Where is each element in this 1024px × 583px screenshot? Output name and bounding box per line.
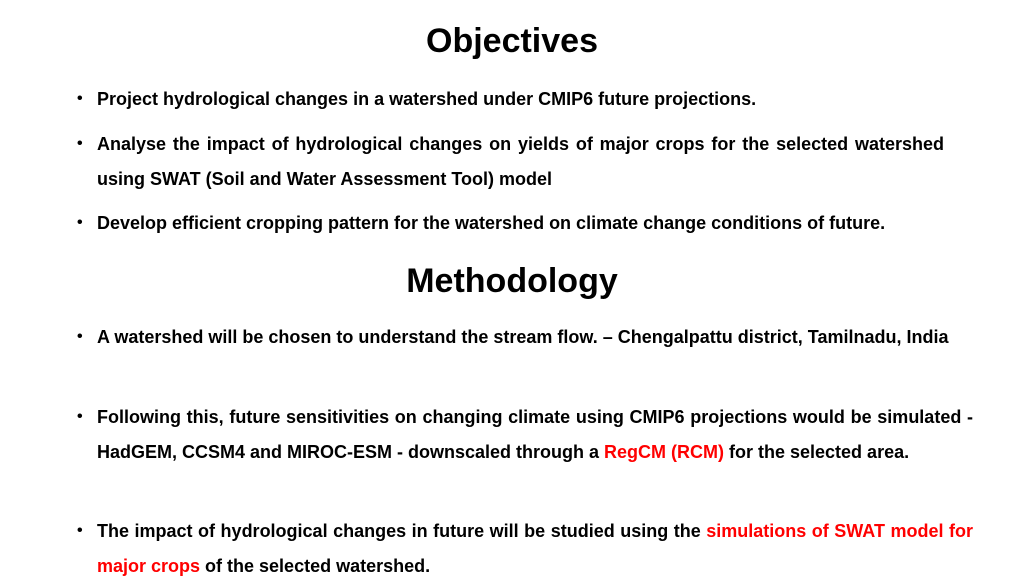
highlight-swat: simulations of SWAT model for major crops (97, 521, 973, 576)
objectives-title: Objectives (426, 22, 598, 60)
objective-item (77, 127, 944, 196)
objective-item (77, 82, 857, 117)
bullet-icon: • (77, 328, 83, 345)
methodology-text: of the selected watershed. (200, 555, 431, 576)
bullet-icon: • (77, 90, 83, 107)
bullet-icon: • (77, 135, 83, 152)
objective-text: Project hydrological changes in a watershed under CMIP6 future projections. (97, 89, 757, 109)
methodology-item (77, 320, 973, 355)
methodology-item (77, 400, 973, 469)
bullet-icon: • (77, 214, 83, 231)
methodology-item (77, 514, 973, 583)
methodology-text: for the selected area. (724, 441, 910, 462)
objective-item (77, 206, 977, 241)
objective-text: Analyse the impact of hydrological changes on yields of major crops for the selected watershed using SWAT (Soil and Water Assessment Tool) model (97, 134, 944, 189)
bullet-icon: • (77, 522, 83, 539)
methodology-text: Following this, future sensitivities on changing climate using CMIP6 projections would be simulated - HadGEM, CCSM4 and MIROC-ESM - downscaled through a (97, 407, 973, 462)
objective-text: Develop efficient cropping pattern for the watershed on climate change conditions of future. (97, 213, 886, 233)
methodology-title: Methodology (406, 262, 618, 300)
bullet-icon: • (77, 408, 83, 425)
methodology-text: The impact of hydrological changes in future will be studied using the (97, 521, 707, 541)
highlight-rcm: RegCM (RCM) (604, 441, 725, 462)
methodology-text: A watershed will be chosen to understand the stream flow. – Chengalpattu district, Tamilnadu, India (97, 327, 949, 347)
